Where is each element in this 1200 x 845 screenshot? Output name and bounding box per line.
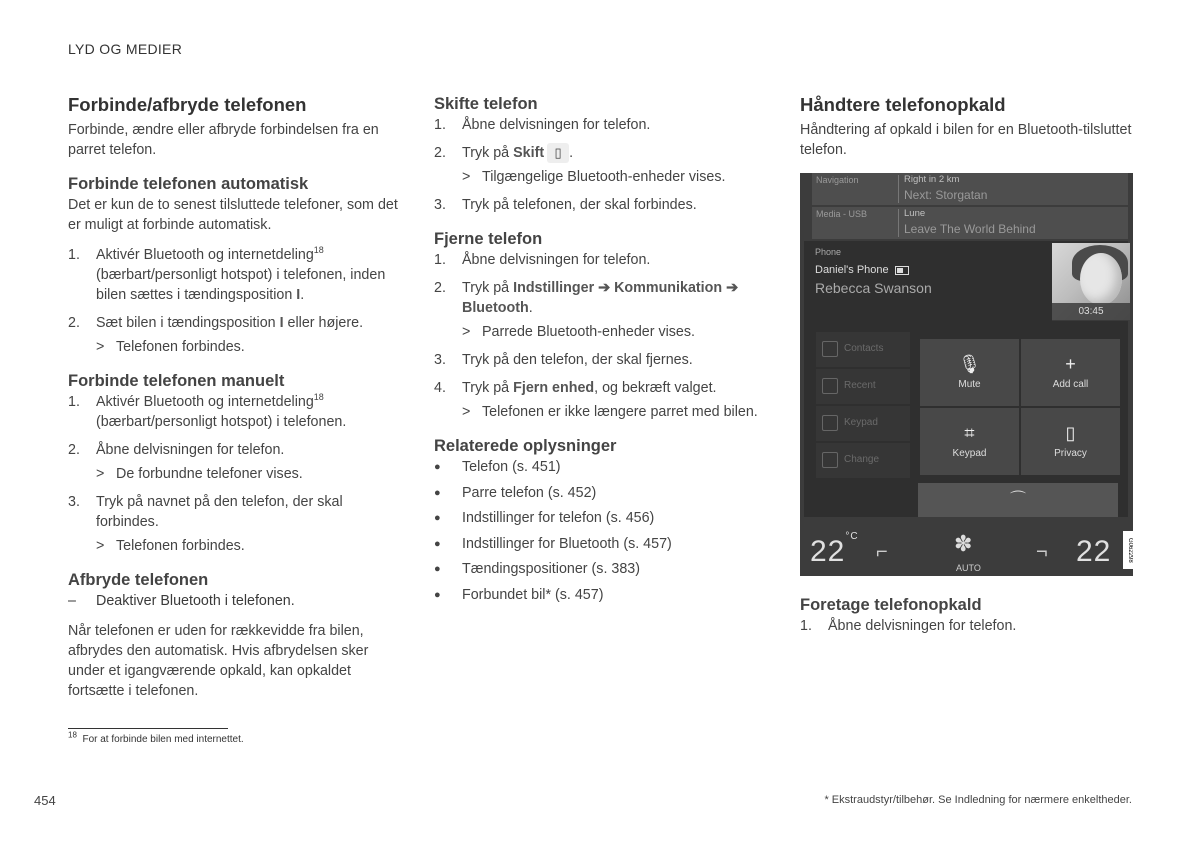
arrow-icon: ➔ — [598, 280, 611, 297]
step: 4. Tryk på Fjern enhed, og bekræft valget. — [434, 380, 717, 397]
mute-button[interactable]: 🎙 Mute — [920, 339, 1019, 406]
navigation-tile: Navigation Right in 2 km Next: Storgatan — [812, 173, 1128, 205]
intro-text: Forbinde, ændre eller afbryde forbindelsen fra en parret telefon. — [68, 122, 379, 158]
step-result: > De forbundne telefoner vises. — [96, 466, 303, 482]
add-call-button[interactable]: + Add call — [1021, 339, 1120, 406]
change-phone-icon — [822, 452, 838, 468]
contacts-icon — [822, 341, 838, 357]
figure-code: G062298 — [1123, 531, 1133, 569]
climate-bar — [804, 527, 1130, 576]
step: 1. Åbne delvisningen for telefon. — [434, 252, 651, 269]
footer-note: * Ekstraudstyr/tilbehør. Se Indledning for nærmere enkeltheder. — [824, 794, 1132, 806]
center-display-illustration — [800, 173, 1133, 576]
keypad-icon — [822, 415, 838, 431]
related-list — [434, 457, 769, 605]
section-title: Forbinde/afbryde telefonen — [68, 94, 307, 115]
step: 2. Åbne delvisningen for telefon. — [68, 442, 285, 458]
section-header: LYD OG MEDIER — [68, 41, 183, 57]
phone-icon: ▯ — [1065, 423, 1076, 443]
calls-intro: Håndtering af opkald i bilen for en Bluetooth-tilsluttet telefon. — [800, 122, 1132, 158]
footnote-divider — [68, 728, 228, 729]
step: 3. Tryk på telefonen, der skal forbindes. — [434, 197, 697, 214]
arrow-icon: ➔ — [726, 280, 739, 297]
step: 3. Tryk på navnet på den telefon, der skal forbindes. — [68, 494, 343, 530]
related-link[interactable]: ● Indstillinger for telefon (s. 456) — [434, 510, 655, 527]
related-link[interactable]: ● Forbundet bil* (s. 457) — [434, 586, 604, 603]
temp-right[interactable]: 22 — [1076, 535, 1112, 568]
keypad-item[interactable]: Keypad — [816, 406, 910, 441]
disconnect-heading: Afbryde telefonen — [68, 571, 209, 589]
phone-swap-icon: ▯ — [547, 143, 569, 163]
auto-heading: Forbinde telefonen automatisk — [68, 175, 309, 193]
disconnect-text: Når telefonen er uden for rækkevidde fra bilen, afbrydes den automatisk. Hvis afbrydelsen sker under et igangværende opkald, kan opkaldet fortsætte i telefonen. — [68, 623, 369, 699]
contacts-item[interactable]: Contacts — [816, 332, 910, 367]
privacy-button[interactable]: ▯ Privacy — [1021, 408, 1120, 475]
step: 1. Aktivér Bluetooth og internetdeling$^{18}$ (bærbart/personligt hotspot) i telefonen. — [68, 392, 347, 430]
auto-label: AUTO — [956, 563, 981, 573]
step-result: > Parrede Bluetooth-enheder vises. — [462, 324, 695, 341]
step-result: > Tilgængelige Bluetooth-enheder vises. — [462, 169, 726, 186]
media-tile: Media - USB Lune Leave The World Behind — [812, 207, 1128, 239]
column-1 — [68, 94, 403, 711]
manual-steps — [68, 392, 403, 460]
battery-icon — [895, 266, 909, 275]
change-heading: Skifte telefon — [434, 95, 538, 113]
plus-icon: + — [1065, 354, 1076, 374]
phone-name: Daniel's Phone — [815, 264, 909, 276]
change-item[interactable]: Change — [816, 443, 910, 478]
related-link[interactable]: ● Tændingspositioner (s. 383) — [434, 561, 641, 578]
call-heading: Foretage telefonopkald — [800, 596, 982, 614]
step: 2. Sæt bilen i tændingsposition I eller højere. — [68, 315, 364, 331]
step: 1. Aktivér Bluetooth og internetdeling$^{18}$ (bærbart/personligt hotspot) i telefonen, inden bilen sættes i tændingsposition I. — [68, 245, 386, 303]
seat-heat-left-icon[interactable]: ⌐ — [876, 541, 888, 563]
phone-tile: Phone Daniel's Phone Rebecca Swanson 03:45 Contacts Recent Keypad Change 🎙 Mute + Add call ⌗ Keypad ▯ Privacy ⌒ — [804, 241, 1128, 517]
keypad-button[interactable]: ⌗ Keypad — [920, 408, 1019, 475]
column-3 — [800, 94, 1135, 170]
remove-heading: Fjerne telefon — [434, 230, 543, 249]
related-link[interactable]: ● Indstillinger for Bluetooth (s. 457) — [434, 535, 672, 552]
step: 2. Tryk på Skift ▯ . — [434, 143, 769, 163]
step: 2. Tryk på Indstillinger ➔ Kommunikation ➔ Bluetooth. — [434, 280, 739, 317]
auto-steps — [68, 245, 403, 333]
step: 1. Åbne delvisningen for telefon. — [434, 117, 651, 133]
related-link[interactable]: ● Parre telefon (s. 452) — [434, 484, 597, 501]
step-result: > Telefonen forbindes. — [96, 538, 245, 554]
related-heading: Relaterede oplysninger — [434, 437, 617, 456]
recent-icon — [822, 378, 838, 394]
fan-icon[interactable]: ✽ — [954, 531, 973, 556]
recent-item[interactable]: Recent — [816, 369, 910, 404]
microphone-off-icon: 🎙 — [958, 354, 981, 374]
page-number: 454 — [34, 793, 56, 808]
related-link[interactable]: ● Telefon (s. 451) — [434, 459, 561, 476]
call-timer: 03:45 — [1052, 303, 1130, 321]
manual-heading: Forbinde telefonen manuelt — [68, 372, 285, 390]
column-2 — [434, 94, 769, 610]
temp-left[interactable]: $22^{^\circ C}$ — [810, 531, 859, 568]
disconnect-item: – Deaktiver Bluetooth i telefonen. — [68, 593, 295, 609]
keypad-icon: ⌗ — [964, 423, 975, 443]
calls-title: Håndtere telefonopkald — [800, 94, 1006, 115]
step: 3. Tryk på den telefon, der skal fjernes. — [434, 352, 693, 369]
caller-name: Rebecca Swanson — [815, 280, 932, 296]
footnote: $^{18}$ For at forbinde bilen med internettet. — [68, 730, 244, 745]
hang-up-icon: ⌒ — [1009, 491, 1026, 508]
seat-heat-right-icon[interactable]: ¬ — [1036, 541, 1048, 563]
step-result: > Telefonen er ikke længere parret med bilen. — [462, 404, 758, 421]
end-call-button[interactable] — [918, 483, 1118, 517]
call-section — [800, 595, 1135, 644]
auto-text: Det er kun de to senest tilsluttede telefoner, som det er muligt at forbinde automatisk. — [68, 197, 398, 233]
step: 1. Åbne delvisningen for telefon. — [800, 618, 1017, 634]
step-result: > Telefonen forbindes. — [96, 339, 245, 355]
